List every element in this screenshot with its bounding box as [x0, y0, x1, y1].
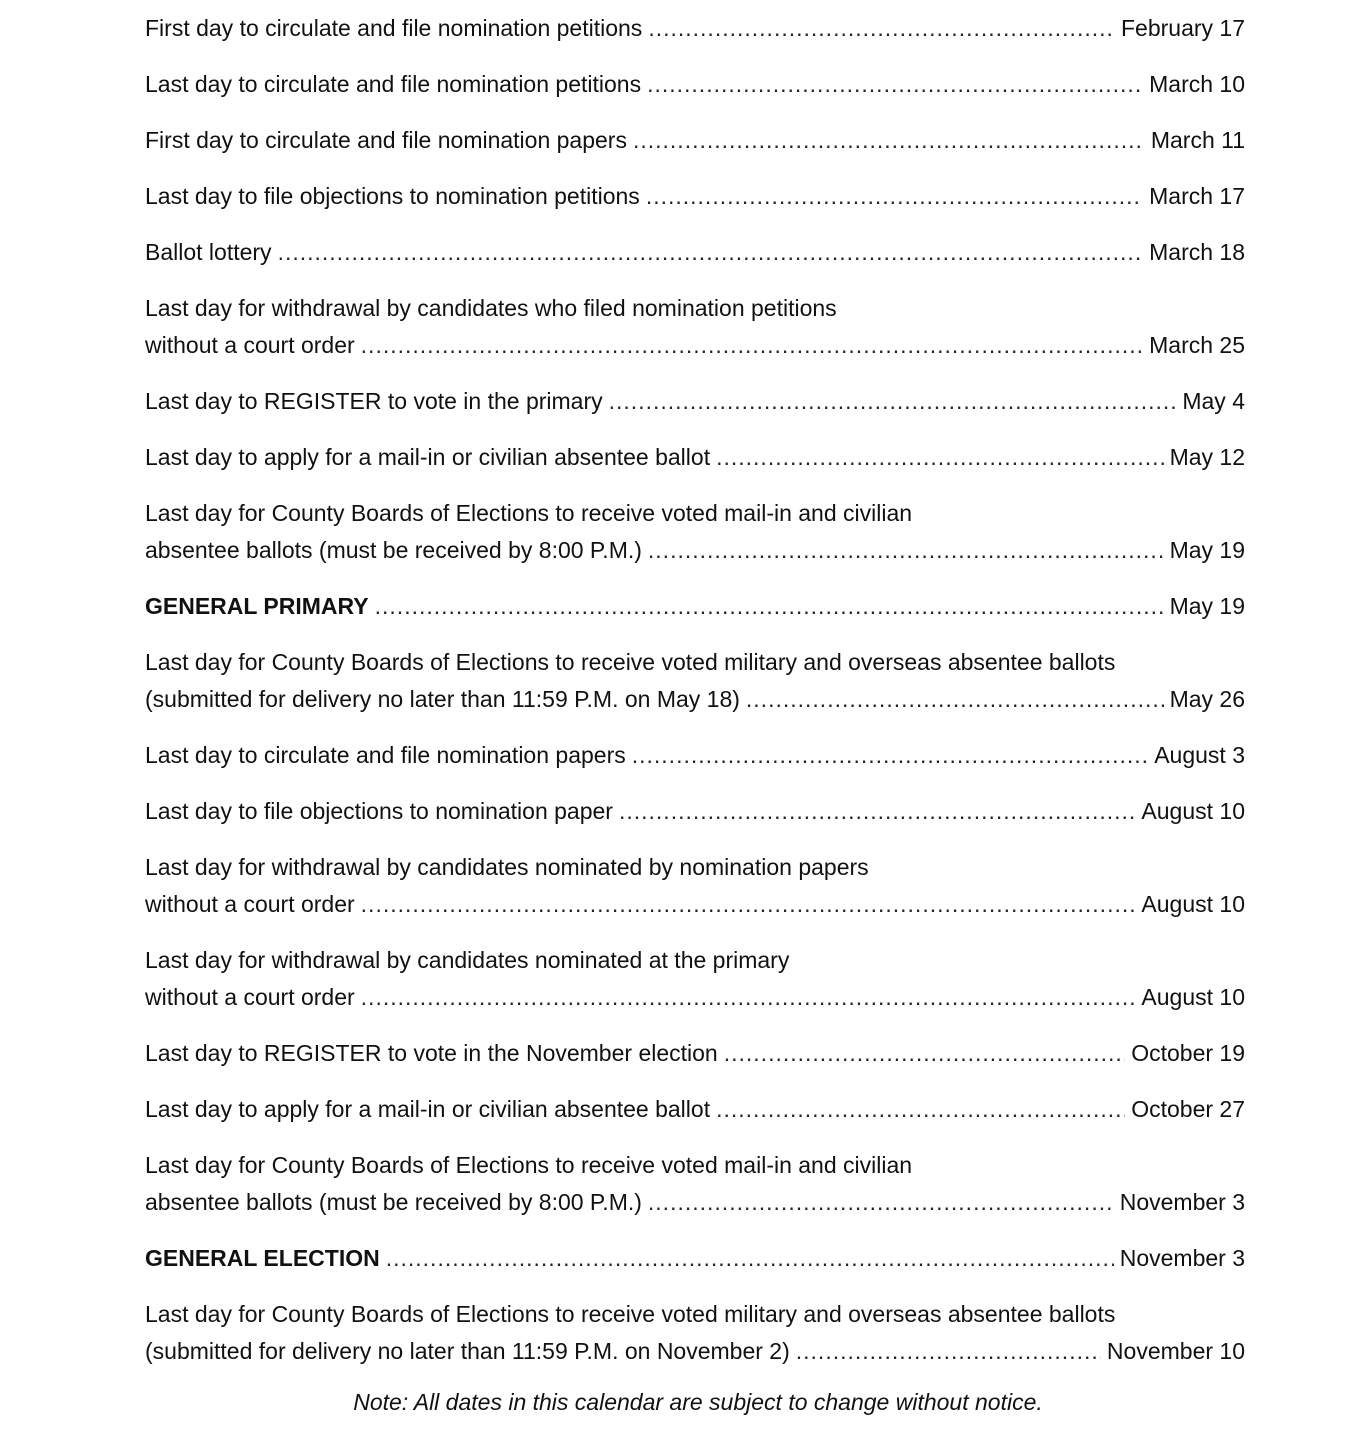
entry-label: absentee ballots (must be received by 8:00 P.M.)	[145, 537, 642, 563]
dot-leader	[375, 588, 1164, 625]
dot-leader	[746, 681, 1164, 718]
dot-leader	[619, 793, 1135, 830]
calendar-entry	[145, 495, 1245, 569]
entry-lead-line: Last day for County Boards of Elections to receive voted mail-in and civilian	[145, 500, 913, 526]
dot-leader	[278, 234, 1144, 271]
calendar-entry	[145, 1091, 1245, 1128]
entry-label: Last day to file objections to nomination paper	[145, 798, 613, 824]
entry-date: May 26	[1169, 686, 1245, 712]
entry-label: absentee ballots (must be received by 8:00 P.M.)	[145, 1189, 642, 1215]
calendar-entry-general-primary	[145, 588, 1245, 625]
calendar-disclaimer-note: Note: All dates in this calendar are subject to change without notice.	[353, 1389, 1043, 1415]
dot-leader	[361, 979, 1136, 1016]
entry-label: without a court order	[145, 984, 355, 1010]
entry-date: August 10	[1141, 798, 1245, 824]
entry-date: May 12	[1169, 444, 1245, 470]
entry-label: Last day to REGISTER to vote in the November election	[145, 1040, 718, 1066]
entry-label: Last day to circulate and file nomination petitions	[145, 71, 642, 97]
entry-lead-line: Last day for withdrawal by candidates nominated at the primary	[145, 947, 790, 973]
entry-lead-line: Last day for withdrawal by candidates who filed nomination petitions	[145, 295, 837, 321]
entry-label: Ballot lottery	[145, 239, 272, 265]
entry-lead-line: Last day for County Boards of Elections to receive voted mail-in and civilian	[145, 1152, 913, 1178]
entry-date: November 3	[1119, 1189, 1245, 1215]
entry-label: Last day to apply for a mail-in or civilian absentee ballot	[145, 1096, 711, 1122]
dot-leader	[716, 439, 1163, 476]
entry-date: May 19	[1169, 593, 1245, 619]
entry-label: First day to circulate and file nomination papers	[145, 127, 627, 153]
entry-date: March 25	[1149, 332, 1245, 358]
entry-date: March 11	[1150, 127, 1245, 153]
dot-leader	[633, 122, 1145, 159]
entry-label: First day to circulate and file nomination petitions	[145, 15, 643, 41]
entry-date: May 4	[1182, 388, 1245, 414]
dot-leader	[648, 10, 1115, 47]
entry-label: Last day to REGISTER to vote in the primary	[145, 388, 603, 414]
entry-label: (submitted for delivery no later than 11:59 P.M. on May 18)	[145, 686, 740, 712]
entry-label: without a court order	[145, 332, 355, 358]
dot-leader	[386, 1240, 1114, 1277]
entry-date: February 17	[1120, 15, 1245, 41]
calendar-entry	[145, 290, 1245, 364]
entry-date: October 19	[1131, 1040, 1245, 1066]
entry-label: GENERAL ELECTION	[145, 1245, 380, 1271]
calendar-entry	[145, 942, 1245, 1016]
entry-date: November 10	[1106, 1338, 1245, 1364]
entry-date: October 27	[1131, 1096, 1245, 1122]
calendar-entry	[145, 122, 1245, 159]
calendar-entry	[145, 383, 1245, 420]
entry-date: August 3	[1154, 742, 1245, 768]
calendar-entry	[145, 234, 1245, 271]
entry-label: Last day to circulate and file nomination papers	[145, 742, 626, 768]
entry-label: GENERAL PRIMARY	[145, 593, 369, 619]
calendar-entry	[145, 644, 1245, 718]
entry-label: Last day to file objections to nomination petitions	[145, 183, 640, 209]
entry-date: March 10	[1149, 71, 1245, 97]
calendar-entry	[145, 66, 1245, 103]
calendar-entry	[145, 1147, 1245, 1221]
entry-lead-line: Last day for County Boards of Elections to receive voted military and overseas absentee ballots	[145, 649, 1116, 675]
calendar-entry	[145, 1035, 1245, 1072]
entry-lead-line: Last day for County Boards of Elections to receive voted military and overseas absentee ballots	[145, 1301, 1116, 1327]
calendar-entry	[145, 737, 1245, 774]
entry-label: without a court order	[145, 891, 355, 917]
calendar-entry	[145, 10, 1245, 47]
dot-leader	[796, 1333, 1101, 1370]
dot-leader	[648, 1184, 1114, 1221]
calendar-entry	[145, 1296, 1245, 1370]
entry-date: May 19	[1169, 537, 1245, 563]
entry-lead-line: Last day for withdrawal by candidates nominated by nomination papers	[145, 854, 869, 880]
dot-leader	[716, 1091, 1125, 1128]
entry-label: Last day to apply for a mail-in or civilian absentee ballot	[145, 444, 711, 470]
dot-leader	[361, 327, 1143, 364]
entry-date: August 10	[1141, 984, 1245, 1010]
dot-leader	[724, 1035, 1125, 1072]
dot-leader	[647, 66, 1143, 103]
entry-date: November 3	[1119, 1245, 1245, 1271]
calendar-entry-general-election	[145, 1240, 1245, 1277]
calendar-entry	[145, 439, 1245, 476]
dot-leader	[609, 383, 1177, 420]
dot-leader	[632, 737, 1148, 774]
entry-date: March 18	[1149, 239, 1245, 265]
entry-date: August 10	[1141, 891, 1245, 917]
entry-date: March 17	[1149, 183, 1245, 209]
calendar-list	[145, 10, 1245, 1389]
calendar-entry	[145, 849, 1245, 923]
calendar-entry	[145, 178, 1245, 215]
dot-leader	[361, 886, 1136, 923]
dot-leader	[648, 532, 1164, 569]
dot-leader	[646, 178, 1143, 215]
calendar-entry	[145, 793, 1245, 830]
entry-label: (submitted for delivery no later than 11:59 P.M. on November 2)	[145, 1338, 790, 1364]
